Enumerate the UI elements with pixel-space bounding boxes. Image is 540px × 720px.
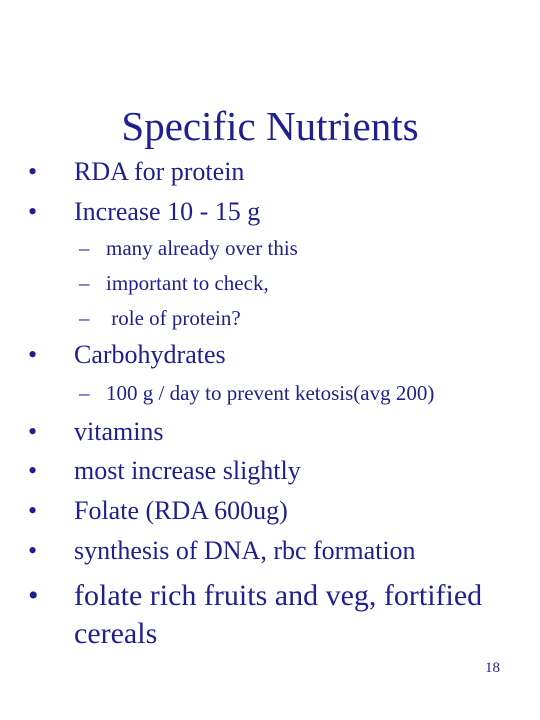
- bullet-text: RDA for protein: [74, 157, 245, 186]
- bullet-marker: •: [28, 340, 38, 369]
- sub-bullet-text: many already over this: [106, 236, 298, 260]
- dash-marker: –: [79, 271, 90, 295]
- bullet-marker: •: [28, 417, 38, 446]
- sub-bullet-text: role of protein?: [106, 306, 241, 330]
- page-number: 18: [485, 660, 500, 676]
- bullet-text: folate rich fruits and veg, fortified cereals: [74, 579, 483, 650]
- bullet-text: Increase 10 - 15 g: [74, 197, 261, 226]
- slide-title: Specific Nutrients: [121, 103, 419, 149]
- bullet-marker: •: [28, 579, 39, 612]
- bullet-marker: •: [28, 157, 38, 186]
- sub-bullet-text: 100 g / day to prevent ketosis(avg 200): [106, 381, 435, 405]
- bullet-text: vitamins: [74, 417, 164, 446]
- bullet-marker: •: [28, 456, 38, 485]
- bullet-marker: •: [28, 496, 38, 525]
- sub-bullet-text: important to check,: [106, 271, 269, 295]
- bullet-text: synthesis of DNA, rbc formation: [74, 536, 416, 565]
- dash-marker: –: [79, 381, 90, 405]
- bullet-text: Folate (RDA 600ug): [74, 496, 288, 525]
- bullet-text: Carbohydrates: [74, 340, 226, 369]
- bullet-text: most increase slightly: [74, 456, 301, 485]
- bullet-marker: •: [28, 197, 38, 226]
- dash-marker: –: [79, 236, 90, 260]
- bullet-marker: •: [28, 536, 38, 565]
- dash-marker: –: [79, 306, 90, 330]
